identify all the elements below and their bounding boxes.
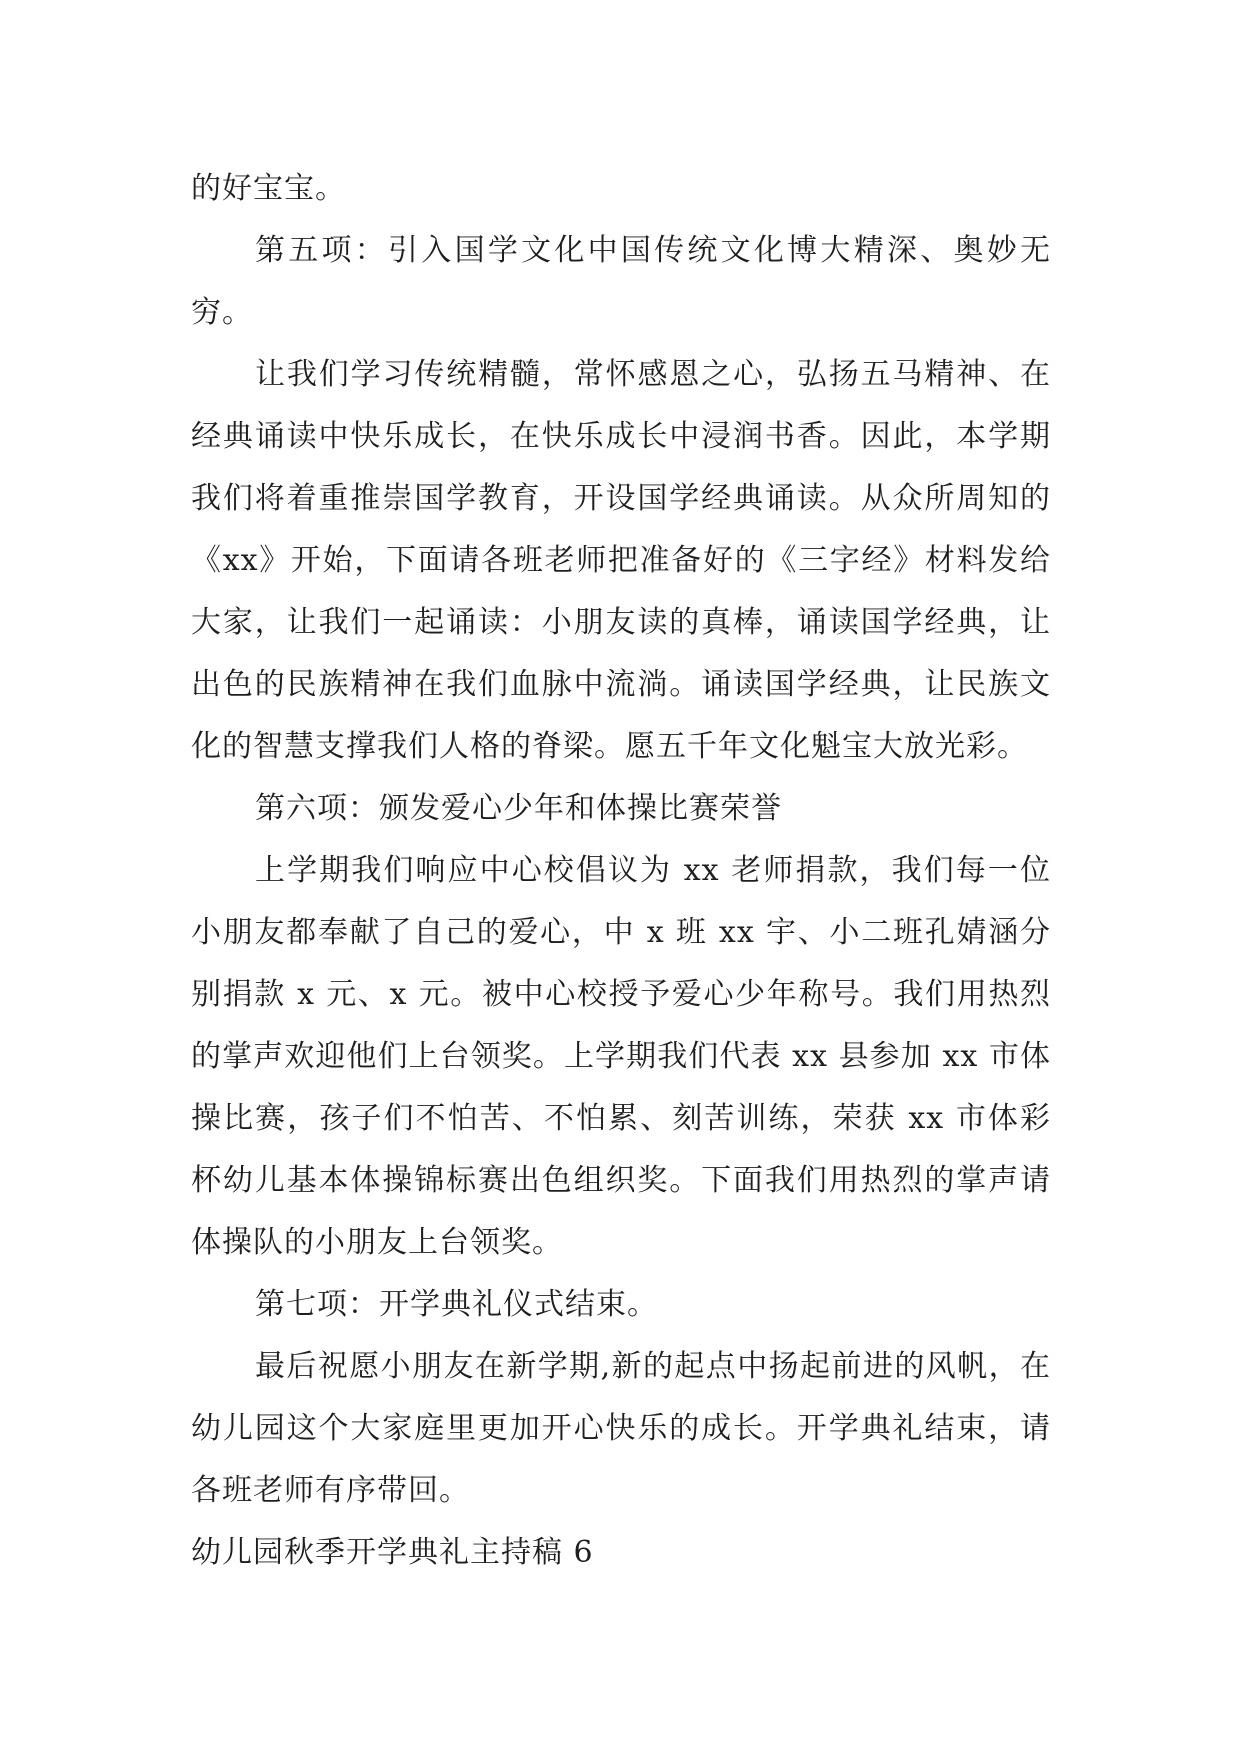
document-body xyxy=(191,158,1051,1584)
paragraph-awards: 上学期我们响应中心校倡议为 xx 老师捐款，我们每一位小朋友都奉献了自己的爱心，中 x 班 xx 宇、小二班孔婧涵分别捐款 x 元、x 元。被中心校授予爱心少年称号。我们用热烈的掌声欢迎他们上台领奖。上学期我们代表 xx 县参加 xx 市体操比赛，孩子们不怕苦、不怕累、刻苦训练，荣获 xx 市体彩杯幼儿基本体操锦标赛出色组织奖。下面我们用热烈的掌声请体操队的小朋友上台领奖。 xyxy=(191,853,1051,1260)
section-title: 幼儿园秋季开学典礼主持稿 6 xyxy=(191,1535,594,1570)
paragraph-item-seven: 第七项：开学典礼仪式结束。 xyxy=(255,1287,658,1322)
paragraph-item-five: 第五项：引入国学文化中国传统文化博大精深、奥妙无穷。 xyxy=(191,233,1051,330)
paragraph-closing: 最后祝愿小朋友在新学期,新的起点中扬起前进的风帆，在幼儿园这个大家庭里更加开心快乐的成长。开学典礼结束，请各班老师有序带回。 xyxy=(191,1349,1051,1508)
paragraph-item-six: 第六项：颁发爱心少年和体操比赛荣誉 xyxy=(255,791,782,826)
paragraph-classics-reading: 让我们学习传统精髓，常怀感恩之心，弘扬五马精神、在经典诵读中快乐成长，在快乐成长中浸润书香。因此，本学期我们将着重推崇国学教育，开设国学经典诵读。从众所周知的《xx》开始，下面请各班老师把准备好的《三字经》材料发给大家，让我们一起诵读：小朋友读的真棒，诵读国学经典，让出色的民族精神在我们血脉中流淌。诵读国学经典，让民族文化的智慧支撑我们人格的脊梁。愿五千年文化魁宝大放光彩。 xyxy=(191,357,1051,764)
paragraph-continuation: 的好宝宝。 xyxy=(191,171,346,206)
